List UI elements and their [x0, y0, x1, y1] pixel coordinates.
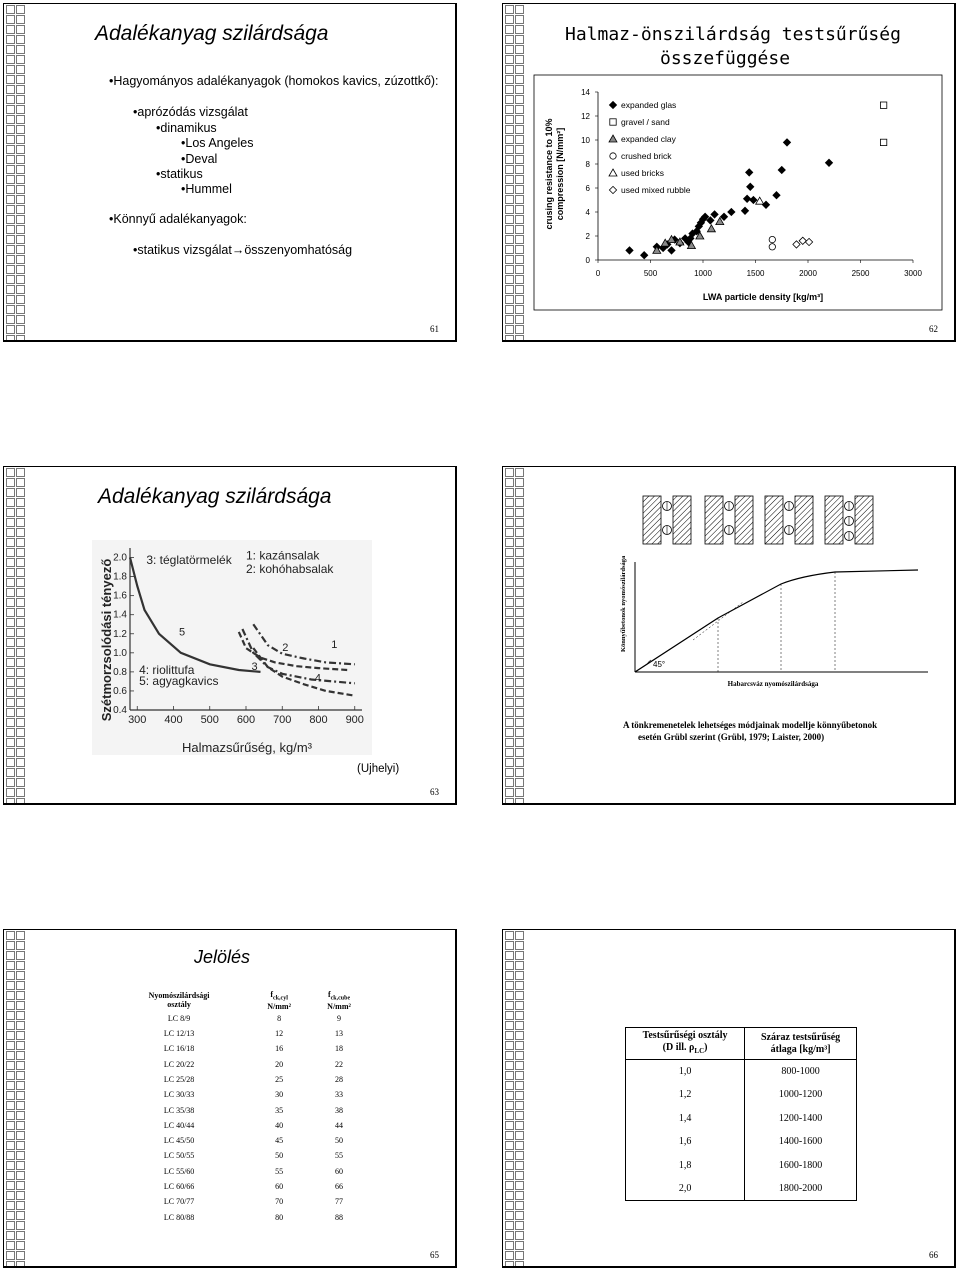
slide-61: [3, 3, 457, 342]
figure-caption-line2: esetén Grübl szerint (Grübl, 1979; Laister, 2000): [638, 732, 825, 742]
slide-63: [3, 466, 457, 805]
table-row: [626, 1060, 857, 1084]
hatched-block: [825, 496, 843, 544]
x-tick-label: 2000: [799, 269, 817, 278]
table-cell: 13: [335, 1029, 344, 1039]
table-cell: 8: [277, 1013, 282, 1023]
legend-label: gravel / sand: [621, 117, 670, 127]
data-point: [746, 169, 753, 176]
table-cell: 35: [275, 1105, 284, 1115]
bullet-2: •aprózódás vizsgálat: [133, 105, 248, 119]
x-tick-label: 500: [200, 714, 219, 726]
table-row: [109, 1041, 369, 1056]
bullet-8: •Könnyű adalékanyagok:: [109, 212, 247, 226]
hatched-block: [765, 496, 783, 544]
slide-title: Adalékanyag szilárdsága: [95, 22, 329, 45]
data-point: [778, 166, 785, 173]
data-point: [747, 183, 754, 190]
table-cell: LC 35/38: [163, 1105, 195, 1115]
data-point: [756, 197, 764, 204]
table-cell: 44: [335, 1120, 344, 1130]
legend-label: 5: agyagkavics: [139, 674, 219, 689]
x-tick-label: 1500: [746, 269, 765, 278]
table-cell: 1,4: [626, 1107, 745, 1131]
table-cell: 38: [335, 1105, 344, 1115]
slide-title: Adalékanyag szilárdsága: [98, 485, 332, 508]
table-row: [109, 1209, 369, 1224]
hatched-block: [673, 496, 691, 544]
header-fck-cyl: $f_{ck,cyl}$ N/mm²: [267, 990, 291, 1011]
figure-caption-line1: A tönkremenetelek lehetséges módjainak modellje könnyűbetonok: [623, 720, 878, 730]
legend-label: expanded clay: [621, 134, 676, 144]
x-tick-label: 400: [164, 714, 183, 726]
legend-marker: [610, 153, 616, 159]
table-cell: LC 16/18: [163, 1044, 195, 1054]
slide-rail: [503, 930, 525, 1266]
bullet-9: •statikus vizsgálat→összenyomhatóság: [133, 243, 353, 257]
slide-rail: [503, 467, 525, 803]
bullet-1: •Hagyományos adalékanyagok (homokos kavics, zúzottkő):: [109, 74, 439, 88]
table-cell: 800-1000: [745, 1060, 857, 1084]
legend-label: 2: kohóhabsalak: [246, 561, 334, 576]
y-tick-label: 12: [581, 112, 590, 121]
y-tick-label: 0.4: [113, 705, 127, 716]
data-point: [750, 196, 757, 203]
x-tick-label: 3000: [904, 269, 922, 278]
density-class-table: [625, 1027, 857, 1201]
table-cell: 50: [275, 1151, 284, 1161]
table-cell: LC 40/44: [163, 1120, 195, 1130]
table-cell: 1400-1600: [745, 1130, 857, 1154]
table-cell: 60: [335, 1166, 344, 1176]
table-cell: 9: [337, 1013, 342, 1023]
page-number: 63: [430, 787, 439, 797]
hatched-block: [643, 496, 661, 544]
table-cell: 55: [335, 1151, 344, 1161]
sketch-4: [825, 496, 873, 544]
slide-rail: [4, 930, 26, 1266]
y-tick-label: 0.8: [113, 666, 127, 678]
legend-marker: [609, 101, 616, 108]
table-row: [626, 1130, 857, 1154]
table-cell: 1,2: [626, 1083, 745, 1107]
table-row: [109, 1118, 369, 1133]
header-dry-density: Száraz testsűrűség átlaga [kg/m³]: [745, 1028, 857, 1060]
table-row: [109, 1148, 369, 1163]
data-point: [707, 225, 715, 232]
x-tick-label: 300: [128, 714, 147, 726]
table-cell: 88: [335, 1212, 344, 1222]
x-tick-label: 700: [273, 714, 292, 726]
y-tick-label: 6: [585, 184, 590, 193]
table-cell: 55: [275, 1166, 284, 1176]
y-tick-label: 4: [585, 208, 590, 217]
table-row: [109, 1102, 369, 1117]
page-number: 61: [430, 324, 439, 334]
table-cell: 12: [275, 1029, 284, 1039]
y-axis-title: crusing resistance to 10%compression [N/mm²]: [544, 118, 565, 230]
y-axis-title: Könnyűbetonok nyomószilárdsága: [620, 555, 627, 652]
table-row: [109, 1056, 369, 1071]
x-tick-label: 800: [309, 714, 328, 726]
table-row: [109, 1164, 369, 1179]
data-point: [769, 244, 775, 250]
table-row: [626, 1083, 857, 1107]
data-point: [741, 207, 748, 214]
legend-label: expanded glas: [621, 100, 677, 110]
legend-label: crushed brick: [621, 151, 672, 161]
table-cell: 1200-1400: [745, 1107, 857, 1131]
data-point: [825, 159, 832, 166]
scatter-chart: [533, 74, 953, 314]
legend-marker: [610, 119, 616, 125]
failure-model-figure: [613, 492, 943, 692]
data-point: [880, 102, 886, 108]
table-cell: LC 12/13: [163, 1029, 195, 1039]
bullet-3: •dinamikus: [156, 121, 217, 135]
table-cell: 33: [335, 1090, 344, 1100]
data-point: [668, 247, 675, 254]
slide-title: Jelölés: [194, 947, 251, 967]
table-cell: LC 60/66: [163, 1182, 195, 1191]
sketch-1: [643, 496, 691, 544]
bullet-7: •Hummel: [181, 182, 232, 196]
y-tick-label: 0.6: [113, 685, 127, 697]
table-row: [626, 1177, 857, 1201]
series-label-2: 2: [282, 641, 289, 654]
table-cell: 45: [275, 1136, 284, 1146]
data-point: [744, 195, 751, 202]
data-point: [626, 247, 633, 254]
table-row: [109, 1072, 369, 1087]
data-point: [783, 139, 790, 146]
slide-title-line1: Halmaz-önszilárdság testsűrűség: [565, 24, 901, 45]
table-cell: LC 8/9: [167, 1013, 191, 1023]
x-tick-label: 2500: [851, 269, 870, 278]
table-row: [626, 1107, 857, 1131]
table-cell: LC 70/77: [163, 1197, 195, 1207]
data-point: [711, 211, 718, 218]
data-point: [805, 238, 812, 245]
credit: (Ujhelyi): [357, 763, 400, 775]
table-cell: 1,8: [626, 1154, 745, 1178]
data-point: [880, 139, 886, 145]
legend-label: 1: kazánsalak: [246, 548, 320, 563]
legend-marker: [609, 135, 617, 142]
hatched-block: [705, 496, 723, 544]
y-tick-label: 10: [581, 136, 590, 145]
data-point: [728, 208, 735, 215]
hatched-block: [795, 496, 813, 544]
table-cell: 80: [275, 1212, 284, 1222]
x-tick-label: 0: [595, 269, 601, 278]
hatched-block: [735, 496, 753, 544]
data-point: [641, 252, 648, 259]
table-cell: 1000-1200: [745, 1083, 857, 1107]
table-cell: LC 80/88: [163, 1212, 195, 1222]
angle-label: 45°: [653, 660, 666, 669]
header-class: Nyomószilárdsági osztály: [148, 991, 210, 1010]
x-axis-title: Halmazsűrűség, kg/m³: [181, 740, 313, 755]
series-label-4: 4: [314, 672, 321, 685]
slide-62: [502, 3, 956, 342]
table-cell: 60: [275, 1182, 284, 1191]
data-point: [769, 236, 775, 242]
y-tick-label: 1.8: [113, 571, 127, 583]
table-cell: 1,6: [626, 1130, 745, 1154]
series-label-5: 5: [178, 626, 186, 639]
bullet-4: •Los Angeles: [181, 136, 254, 150]
table-cell: 77: [335, 1197, 344, 1207]
series-label-3: 3: [251, 660, 258, 673]
table-cell: LC 20/22: [163, 1059, 195, 1069]
slide-rail: [503, 4, 525, 340]
table-cell: 25: [275, 1074, 284, 1084]
data-point: [762, 201, 769, 208]
failure-curve: [635, 570, 918, 672]
table-cell: LC 30/33: [163, 1090, 195, 1100]
table-cell: 2,0: [626, 1177, 745, 1201]
legend-label: 3: téglatörmelék: [146, 553, 232, 568]
data-point: [793, 241, 800, 248]
x-axis-title: LWA particle density [kg/m³]: [702, 292, 824, 302]
y-tick-label: 1.6: [113, 590, 127, 602]
failure-sketches: [643, 496, 873, 544]
table-cell: LC 55/60: [163, 1166, 195, 1176]
x-tick-label: 500: [643, 269, 658, 278]
x-tick-label: 900: [345, 714, 364, 726]
bullet-6: •statikus: [156, 167, 203, 181]
table-cell: 20: [275, 1059, 284, 1069]
data-point: [799, 237, 806, 244]
table-row: [109, 1194, 369, 1209]
bullet-5: •Deval: [181, 152, 218, 166]
table-cell: 30: [275, 1090, 284, 1100]
y-tick-label: 2: [585, 232, 590, 241]
slide-65: [3, 929, 457, 1268]
densification-chart: [92, 540, 372, 755]
data-point: [720, 213, 727, 220]
table-cell: LC 45/50: [163, 1136, 195, 1146]
table-cell: 40: [275, 1120, 284, 1130]
header-density-class: Testsűrűségi osztály (D ill. $\rho_{LC}$): [626, 1028, 745, 1060]
slide-rail: [4, 467, 26, 803]
legend-label: 4: riolittufa: [139, 662, 195, 677]
y-axis-title: Szétmorzsolódási tényező: [99, 558, 114, 722]
y-tick-label: 1.4: [113, 609, 127, 621]
table-cell: 16: [275, 1044, 284, 1054]
table-row: [109, 1179, 369, 1194]
slide-64: [502, 466, 956, 805]
45-degree-line: [635, 618, 718, 672]
x-axis-title: Habarcsváz nyomószilárdsága: [727, 680, 819, 688]
table-cell: 66: [335, 1182, 344, 1191]
page-number: 65: [430, 1250, 439, 1260]
sketch-3: [765, 496, 813, 544]
page-number: 62: [929, 324, 938, 334]
table-cell: 50: [335, 1136, 344, 1146]
x-tick-label: 1000: [694, 269, 712, 278]
table-row: [109, 1026, 369, 1041]
table-cell: 18: [335, 1044, 344, 1054]
lc-strength-table: [109, 990, 369, 1225]
slide-66: [502, 929, 956, 1268]
table-cell: 70: [275, 1197, 284, 1207]
hatched-block: [855, 496, 873, 544]
data-point: [773, 192, 780, 199]
table-cell: 1600-1800: [745, 1154, 857, 1178]
legend-marker: [609, 169, 617, 176]
legend-label: used mixed rubble: [621, 185, 691, 195]
y-tick-label: 2.0: [113, 552, 127, 564]
y-tick-label: 1.0: [113, 647, 127, 659]
slide-title-line2: összefüggése: [660, 48, 791, 69]
page-number: 66: [929, 1250, 938, 1260]
table-cell: 22: [335, 1059, 344, 1069]
table-cell: LC 50/55: [163, 1151, 195, 1161]
table-cell: LC 25/28: [163, 1074, 195, 1084]
table-cell: 1,0: [626, 1060, 745, 1084]
table-cell: 1800-2000: [745, 1177, 857, 1201]
legend-marker: [609, 186, 616, 193]
legend-label: used bricks: [621, 168, 664, 178]
table-row: [109, 1133, 369, 1148]
table-cell: 28: [335, 1074, 344, 1084]
table-row: [109, 1087, 369, 1102]
y-tick-label: 1.2: [113, 628, 127, 640]
table-row: [626, 1154, 857, 1178]
table-row: [109, 1011, 369, 1026]
y-tick-label: 8: [585, 160, 590, 169]
header-fck-cube: $f_{ck,cube}$ N/mm²: [327, 990, 351, 1011]
x-tick-label: 600: [236, 714, 256, 726]
y-tick-label: 0: [585, 256, 590, 265]
sketch-2: [705, 496, 753, 544]
slide-rail: [4, 4, 26, 340]
series-label-1: 1: [331, 639, 338, 652]
y-tick-label: 14: [581, 88, 590, 97]
